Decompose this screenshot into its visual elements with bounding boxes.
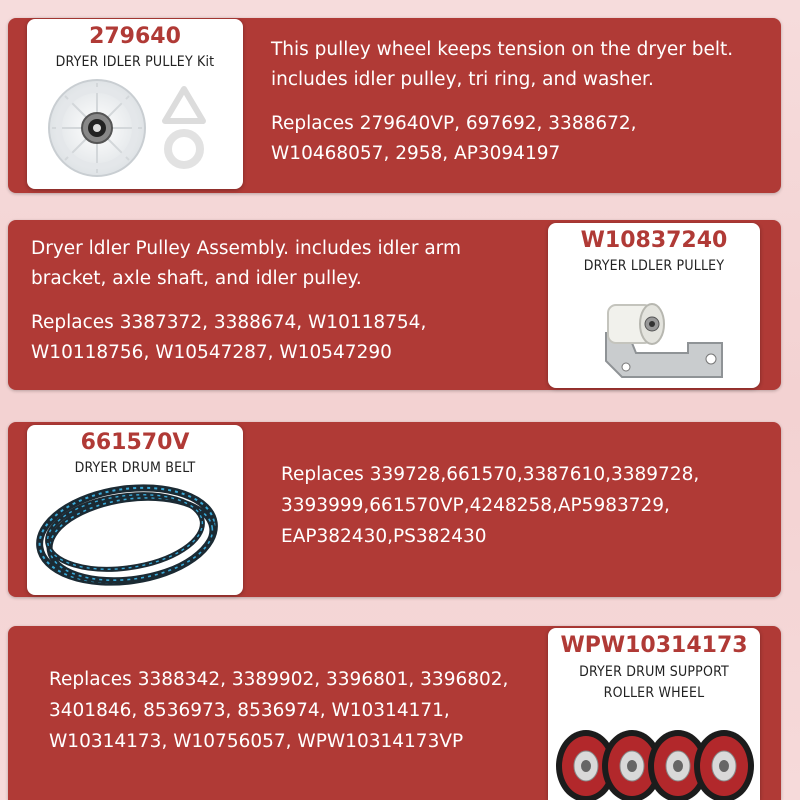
description-line: This pulley wheel keeps tension on the dryer belt. [271,39,734,60]
product-card-1 [27,19,243,189]
product-name-line: DRYER DRUM SUPPORT [579,664,729,680]
drum-belt-image [27,477,243,592]
idler-pulley-assembly-image [548,275,760,385]
replaces-line: EAP382430,PS382430 [281,526,487,547]
product-card-2 [548,223,760,388]
part-number: W10837240 [580,228,728,253]
replaces-line: Replaces 339728,661570,3387610,3389728, [281,464,700,485]
product-name: DRYER IDLER PULLEY Kit [55,54,215,70]
description-1 [271,35,733,169]
replaces-line: Replaces 279640VP, 697692, 3388672, [271,113,637,134]
replaces-line: Replaces 3388342, 3389902, 3396801, 3396802, [49,669,509,690]
idler-pulley-kit-image [27,71,243,181]
replaces-line: 3393999,661570VP,4248258,AP5983729, [281,495,670,516]
replaces-line: W10314173, W10756057, WPW10314173VP [49,731,464,752]
product-card-3 [27,425,243,595]
replaces-line: 3401846, 8536973, 8536974, W10314171, [49,700,450,721]
replaces-line: W10468057, 2958, AP3094197 [271,143,561,164]
part-number: 661570V [80,430,190,455]
description-line: Dryer ldler Pulley Assembly. includes idler arm [31,238,461,259]
description-line: bracket, axle shaft, and idler pulley. [31,268,362,289]
description-2 [31,234,461,368]
part-number: WPW10314173 [560,633,748,658]
product-name: DRYER DRUM BELT [74,460,196,476]
roller-wheel-image [548,706,760,800]
product-name-line: ROLLER WHEEL [603,685,705,701]
description-line: includes idler pulley, tri ring, and washer. [271,69,654,90]
replaces-4 [49,664,508,757]
replaces-line: Replaces 3387372, 3388674, W10118754, [31,312,427,333]
replaces-3 [281,459,699,552]
product-card-4 [548,628,760,800]
replaces-line: W10118756, W10547287, W10547290 [31,342,392,363]
product-name: DRYER LDLER PULLEY [583,258,725,274]
part-number: 279640 [89,24,181,49]
